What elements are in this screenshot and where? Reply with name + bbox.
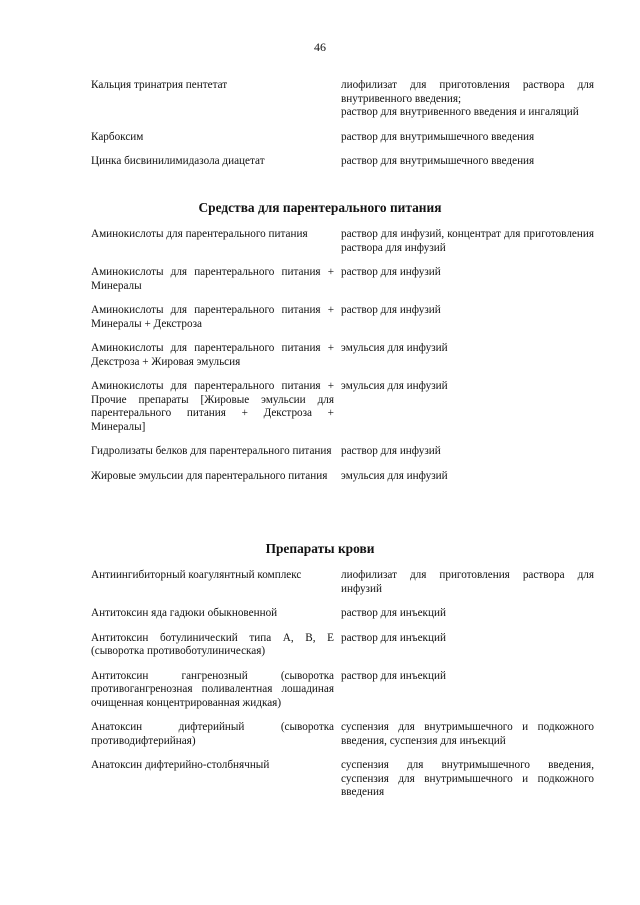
- drug-name: Антитоксин яда гадюки обыкновенной: [91, 607, 278, 619]
- dosage-form: раствор для внутримышечного введения: [341, 130, 535, 143]
- table-row: [91, 632, 594, 659]
- drug-name: Аминокислоты для парентерального питания + Минералы + Декстроза: [91, 304, 334, 330]
- dosage-forms: [341, 632, 594, 659]
- drug-name: Антитоксин гангренозный (сыворотка противогангренозная поливалентная лошадиная очищенная концентрированная жидкая): [91, 669, 334, 709]
- table-row: [91, 304, 594, 331]
- dosage-forms: [341, 445, 594, 459]
- dosage-forms: [341, 228, 594, 255]
- dosage-form: раствор для инъекций: [341, 669, 446, 682]
- dosage-forms: [341, 155, 594, 169]
- drug-name: Антитоксин ботулинический типа А, В, Е (сыворотка противоботулиническая): [91, 631, 334, 657]
- drug-name: Антиингибиторный коагулянтный комплекс: [91, 569, 302, 581]
- dosage-form: раствор для внутривенного введения и ингаляций: [341, 106, 579, 118]
- dosage-form: суспензия для внутримышечного и подкожного введения, суспензия для инъекций: [341, 721, 594, 747]
- table-row: [91, 266, 594, 293]
- table-row: [91, 79, 594, 120]
- drug-name: Жировые эмульсии для парентерального питания: [91, 469, 328, 482]
- table-row: [91, 607, 594, 621]
- drug-table-parenteral: [91, 228, 594, 483]
- table-row: [91, 380, 594, 434]
- drug-name: Цинка бисвинилимидазола диацетат: [91, 155, 265, 167]
- dosage-forms: [341, 670, 594, 711]
- dosage-forms: [341, 721, 594, 748]
- dosage-form: эмульсия для инфузий: [341, 380, 448, 392]
- table-row: [91, 131, 594, 145]
- dosage-form: раствор для инфузий: [341, 304, 441, 316]
- table-row: [91, 759, 594, 800]
- drug-name: Карбоксим: [91, 130, 144, 143]
- dosage-form: суспензия для внутримышечного введения, суспензия для внутримышечного и подкожного введения: [341, 759, 594, 798]
- dosage-form: раствор для внутримышечного введения: [341, 155, 535, 167]
- dosage-form: эмульсия для инфузий: [341, 342, 448, 354]
- drug-name: Аминокислоты для парентерального питания + Прочие препараты [Жировые эмульсии для парентерального питания + Декстроза + Минералы]: [91, 380, 334, 433]
- drug-name: Кальция тринатрия пентетат: [91, 79, 228, 91]
- dosage-forms: [341, 470, 594, 484]
- drug-table-blood: [91, 569, 594, 800]
- page-number: 46: [314, 40, 326, 54]
- dosage-forms: [341, 131, 594, 145]
- section-title-blood: Препараты крови: [265, 541, 375, 556]
- dosage-form: раствор для инъекций: [341, 607, 446, 619]
- dosage-forms: [341, 759, 594, 800]
- drug-name: Анатоксин дифтерийный (сыворотка противодифтерийная): [91, 721, 334, 747]
- section-title-parenteral: Средства для парентерального питания: [198, 200, 442, 215]
- table-row: [91, 569, 594, 596]
- dosage-form: раствор для инфузий: [341, 445, 441, 457]
- dosage-form: раствор для инфузий: [341, 266, 441, 278]
- dosage-forms: [341, 342, 594, 369]
- dosage-form: эмульсия для инфузий: [341, 469, 448, 482]
- drug-name: Анатоксин дифтерийно-столбнячный: [91, 759, 270, 771]
- dosage-forms: [341, 380, 594, 434]
- dosage-forms: [341, 79, 594, 120]
- drug-name: Аминокислоты для парентерального питания: [91, 228, 308, 240]
- dosage-forms: [341, 304, 594, 331]
- dosage-form: раствор для инъекций: [341, 631, 446, 644]
- table-row: [91, 670, 594, 711]
- table-row: [91, 228, 594, 255]
- dosage-forms: [341, 569, 594, 596]
- table-row: [91, 155, 594, 169]
- dosage-forms: [341, 607, 594, 621]
- table-row: [91, 445, 594, 459]
- drug-name: Аминокислоты для парентерального питания + Минералы: [91, 266, 334, 292]
- dosage-form: лиофилизат для приготовления раствора для инфузий: [341, 569, 594, 595]
- dosage-form: раствор для инфузий, концентрат для приготовления раствора для инфузий: [341, 228, 594, 254]
- table-row: [91, 342, 594, 369]
- table-row: [91, 721, 594, 748]
- dosage-forms: [341, 266, 594, 293]
- drug-name: Гидролизаты белков для парентерального питания: [91, 445, 332, 457]
- dosage-form: лиофилизат для приготовления раствора для внутривенного введения;: [341, 79, 594, 105]
- table-row: [91, 470, 594, 484]
- drug-table-antidotes: [91, 79, 594, 169]
- drug-name: Аминокислоты для парентерального питания + Декстроза + Жировая эмульсия: [91, 342, 334, 368]
